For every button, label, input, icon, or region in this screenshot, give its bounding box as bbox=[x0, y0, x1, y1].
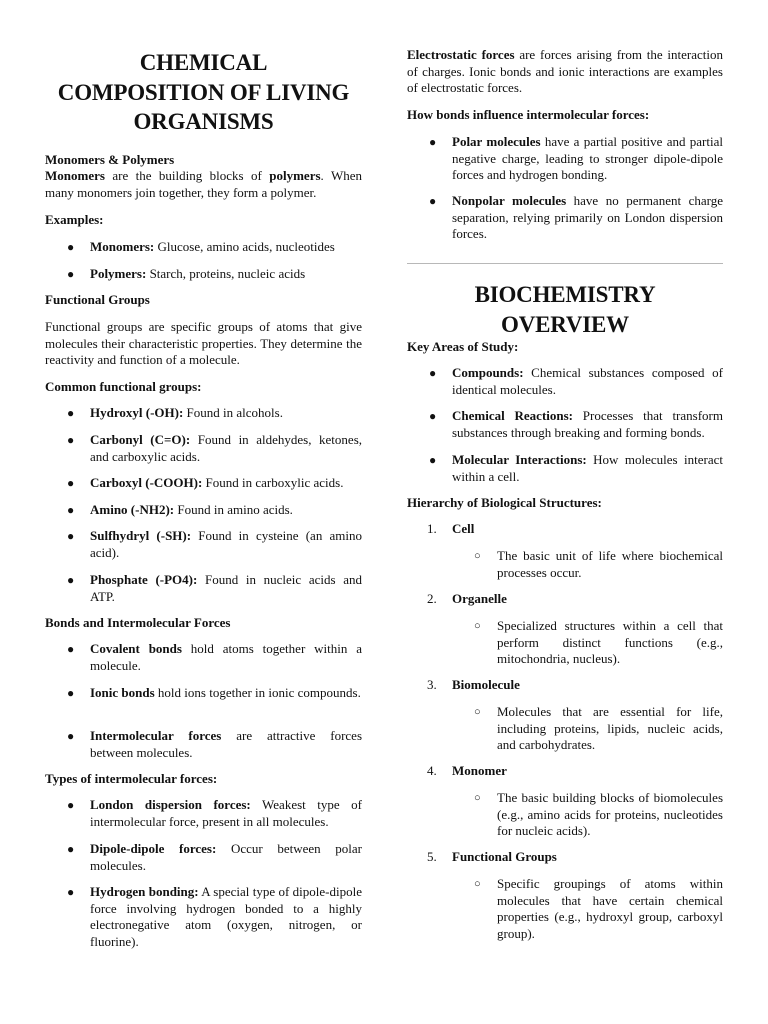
bullet-icon: ● bbox=[67, 842, 75, 856]
bullet-icon: ● bbox=[67, 476, 75, 490]
main-title-line-3: ORGANISMS bbox=[133, 109, 274, 134]
key-areas-heading: Key Areas of Study: bbox=[407, 339, 519, 354]
main-title bbox=[45, 48, 362, 137]
bullet-icon: ● bbox=[429, 135, 437, 149]
monomers-paragraph: Monomers are the building blocks of polymers. When many monomers join together, they form a polymer. bbox=[45, 168, 362, 200]
how-bonds-heading: How bonds influence intermolecular forces: bbox=[407, 107, 650, 122]
main-title-line-2: COMPOSITION OF LIVING bbox=[57, 79, 350, 105]
functional-paragraph: Functional groups are specific groups of atoms that give molecules their characteristic properties. They determine the reactivity and function of a molecule. bbox=[45, 319, 362, 367]
electrostatic-paragraph: Electrostatic forces are forces arising from the interaction of charges. Ionic bonds and ionic interactions are examples of electrostatic forces. bbox=[407, 47, 724, 95]
hierarchy-heading: Hierarchy of Biological Structures: bbox=[407, 495, 602, 510]
main-title-line-1: CHEMICAL bbox=[139, 50, 268, 75]
circle-bullet-icon: ○ bbox=[474, 550, 481, 562]
bullet-icon: ● bbox=[67, 573, 75, 587]
circle-bullet-icon: ○ bbox=[474, 878, 481, 890]
functional-heading: Functional Groups bbox=[45, 292, 150, 307]
bullet-icon: ● bbox=[67, 798, 75, 812]
bullet-icon: ● bbox=[67, 729, 75, 743]
bullet-icon: ● bbox=[67, 686, 75, 700]
bullet-icon: ● bbox=[67, 433, 75, 447]
biochemistry-title-line-1: BIOCHEMISTRY bbox=[474, 282, 656, 307]
common-groups-heading: Common functional groups: bbox=[45, 379, 202, 394]
circle-bullet-icon: ○ bbox=[474, 792, 481, 804]
bullet-icon: ● bbox=[67, 267, 75, 281]
bullet-icon: ● bbox=[67, 406, 75, 420]
section-divider bbox=[407, 263, 723, 264]
monomers-heading: Monomers & Polymers bbox=[45, 152, 175, 167]
circle-bullet-icon: ○ bbox=[474, 706, 481, 718]
types-heading: Types of intermolecular forces: bbox=[45, 771, 218, 786]
examples-heading: Examples: bbox=[45, 212, 104, 227]
bonds-heading: Bonds and Intermolecular Forces bbox=[45, 615, 231, 630]
bullet-icon: ● bbox=[67, 885, 75, 899]
bullet-icon: ● bbox=[429, 409, 437, 423]
bullet-icon: ● bbox=[429, 453, 437, 467]
biochemistry-title-line-2: OVERVIEW bbox=[501, 311, 629, 337]
biochemistry-title bbox=[407, 280, 723, 339]
bullet-icon: ● bbox=[67, 240, 75, 254]
circle-bullet-icon: ○ bbox=[474, 620, 481, 632]
bullet-icon: ● bbox=[429, 366, 437, 380]
bullet-icon: ● bbox=[67, 642, 75, 656]
bullet-icon: ● bbox=[429, 194, 437, 208]
document-page: CHEMICAL COMPOSITION OF LIVING ORGANISMS Monomers & Polymers Monomers are the building blocks of polymers. When many monomers join together, they form a polymer. Examples: ● Monomers: Glucose, amino acids, nucleotides ● Polymers: Starch, proteins, nucleic acids Functional Groups Functional groups are specific groups of atoms that give molecules their characteristic properties. They determine the reactivity and function of a molecule. Common functional groups: ● Hydroxyl (-OH): Found in alcohols. ● Carbonyl (C=O): Found in aldehydes, ketones, and carboxylic acids. ● Carboxyl (-COOH): Found in carboxylic acids. ● Amino (-NH2): Found in amino acids. ● Sulfhydryl (-SH): Found in cysteine (an amino acid). ● Phosphate (-PO4): Found in nucleic acids and ATP. Bonds and Intermolecular Forces ● Covalent bonds hold atoms together within a molecule. ● Ionic bonds hold ions together in ionic compounds. ● Intermolecular forces are attractive forces between molecules. Types of intermolecular forces: ● London dispersion forces: Weakest type of intermolecular force, present in all molecules. ● Dipole-dipole forces: Occur between polar molecules. ● Hydrogen bonding: A special type of dipole-dipole force involving hydrogen bonded to a highly electronegative atom (oxygen, nitrogen, or fluorine). Electrostatic forces are forces arising from the interaction of charges. Ionic bonds and ionic interactions are examples of electrostatic forces. How bonds influence intermolecular forces: ● Polar molecules have a partial positive and partial negative charge, leading to stronger dipole-dipole forces and hydrogen bonding. ● Nonpolar molecules have no permanent charge separation, relying primarily on London dispersion forces. BIOCHEMISTRY OVERVIEW Key Areas of Study: ● Compounds: Chemical substances composed of identical molecules. ● Chemical Reactions: Processes that transform substances through breaking and forming bonds. ● Molecular Interactions: How molecules interact within a cell. Hierarchy of Biological Structures: 1. Cell ○ The basic unit of life where biochemical processes occur. 2. Organelle ○ Specialized structures within a cell that perform distinct functions (e.g., mitochondria, nucleus). 3. Biomolecule ○ Molecules that are essential for life, including proteins, lipids, nucleic acids, and carbohydrates. 4. Monomer ○ The basic building blocks of biomolecules (e.g., amino acids for proteins, nucleotides for nucleic acids). 5. Functional Groups ○ Specific groupings of atoms within molecules that have certain chemical properties (e.g., hydroxyl group, carboxyl group). bbox=[45, 47, 724, 949]
bullet-icon: ● bbox=[67, 529, 75, 543]
bullet-icon: ● bbox=[67, 503, 75, 517]
